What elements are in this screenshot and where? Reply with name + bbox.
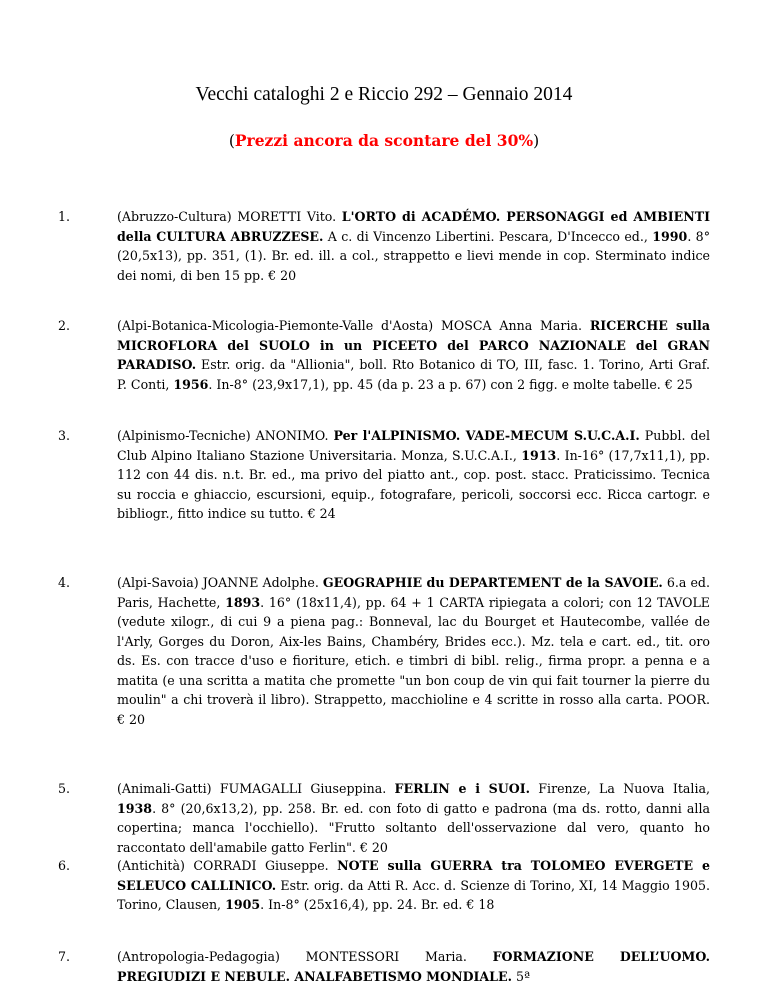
entry-details: Estr. orig. da Atti R. Acc. d. Scienze di Torino, XI, 14 Maggio 1905. Torino, Clausen, [117,877,710,912]
entry-number: 4. [58,575,71,590]
entry-details: Pubbl. del Club Alpino Italiano Stazione Universitaria. Monza, S.U.C.A.I., [117,428,710,463]
subtitle-close-paren: ) [533,132,540,150]
entry-details: 6.a ed. Paris, Hachette, [117,575,710,610]
entry-title: L'ORTO di ACADÉMO. PERSONAGGI ed AMBIENTI della CULTURA ABRUZZESE. [117,209,710,244]
entry-details: Firenze, La Nuova Italia, [530,781,710,796]
entry-text [117,316,710,394]
subtitle-open-paren: ( [228,132,235,150]
entry-subject-author: (Alpinismo-Tecniche) ANONIMO. [117,428,334,443]
entry-subject-author: (Alpi-Savoia) JOANNE Adolphe. [117,575,323,590]
entry-title: FORMAZIONE DELL’UOMO. PREGIUDIZI E NEBULE. ANALFABETISMO MONDIALE. [117,949,710,984]
page-title: Vecchi cataloghi 2 e Riccio 292 – Gennaio 2014 [195,84,573,105]
discount-note: Prezzi ancora da scontare del 30% [234,131,534,150]
entry-description: . In-8° (25x16,4), pp. 24. Br. ed. € 18 [260,897,495,912]
entry-subject-author: (Abruzzo-Cultura) MORETTI Vito. [117,209,342,224]
entry-subject-author: (Animali-Gatti) FUMAGALLI Giuseppina. [117,781,395,796]
entry-title: Per l'ALPINISMO. VADE-MECUM S.U.C.A.I. [333,428,640,443]
entry-text [117,573,710,729]
entry-text [117,856,710,915]
entry-subject-author: (Antropologia-Pedagogia) MONTESSORI Maria. [117,949,493,964]
entry-year: 1956 [173,376,209,392]
entry-number: 6. [58,858,71,873]
entry-text [117,426,710,524]
entry-year: 1913 [521,447,557,463]
entry-subject-author: (Alpi-Botanica-Micologia-Piemonte-Valle d'Aosta) MOSCA Anna Maria. [117,318,590,333]
entry-description: . 16° (18x11,4), pp. 64 + 1 CARTA ripiegata a colori; con 12 TAVOLE (vedute xilogr., di cui 9 a piena pag.: Bonneval, lac du Bourget et Hautecombe, vallée de l'Arly, Gorges du Doron, Aix-les Bains, Chambéry, Brides ecc.). Mz. tela e cart. ed., tit. oro ds. Es. con tracce d'uso e fioriture, etich. e timbri di bibl. relig., firma propr. a penna e a matita (e una scritta a matita che promette "un bon coup de vin qui fait tourner la pierre du moulin" a chi troverà il libro). Strappetto, macchioline e 4 scritte in rosso alla carta. POOR. € 20 [117,594,711,727]
entry-subject-author: (Antichità) CORRADI Giuseppe. [117,858,338,873]
entry-text [117,947,710,986]
entry-title: FERLIN e i SUOI. [394,781,530,796]
entry-number: 1. [58,209,71,224]
page-subtitle [0,131,768,150]
entry-number: 5. [58,781,71,796]
entry-title: NOTE sulla GUERRA tra TOLOMEO EVERGETE e SELEUCO CALLINICO. [117,858,710,893]
entry-description: . 8° (20,6x13,2), pp. 258. Br. ed. con foto di gatto e padrona (ma ds. rotto, danni alla copertina; manca l'occhiello). "Frutto soltanto dell'osservazione dal vero, quanto ho raccontato dell'amabile gatto Ferlin". € 20 [117,800,710,855]
entry-description: . In-8° (23,9x17,1), pp. 45 (da p. 23 a p. 67) con 2 figg. e molte tabelle. € 25 [208,376,693,392]
entry-details: 5ª [512,968,531,984]
entry-text [117,779,710,857]
entry-description: . 8° (20,5x13), pp. 351, (1). Br. ed. ill. a col., strappetto e lievi mende in cop. Sterminato indice dei nomi, di ben 15 pp. € 20 [117,228,710,283]
entry-number: 2. [58,318,71,333]
entry-details: Estr. orig. da "Allionia", boll. Rto Botanico di TO, III, fasc. 1. Torino, Arti Graf. P. Conti, [117,357,710,392]
entry-year: 1893 [225,594,261,610]
entry-title: GEOGRAPHIE du DEPARTEMENT de la SAVOIE. [322,575,663,590]
entry-year: 1938 [117,800,153,816]
entry-number: 7. [58,949,71,964]
entry-description: . In-16° (17,7x11,1), pp. 112 con 44 dis. n.t. Br. ed., ma privo del piatto ant., cop. post. stacc. Praticissimo. Tecnica su roccia e ghiaccio, escursioni, equip., fotografare, pericoli, soccorsi ecc. Ricca cartogr. e bibliogr., fitto indice su tutto. € 24 [117,447,710,521]
entry-number: 3. [58,428,71,443]
entry-text [117,207,710,285]
entry-year: 1990 [652,228,688,244]
entry-year: 1905 [225,897,261,912]
entry-title: RICERCHE sulla MICROFLORA del SUOLO in un PICEETO del PARCO NAZIONALE del GRAN PARADISO. [117,318,710,372]
entry-details: A c. di Vincenzo Libertini. Pescara, D'Incecco ed., [323,228,653,244]
